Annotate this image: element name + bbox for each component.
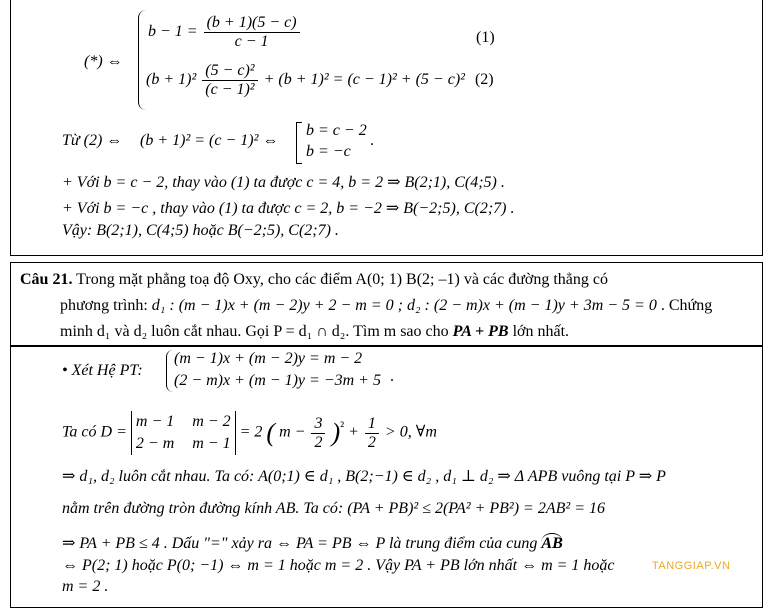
star-label: (*) ⇔ bbox=[84, 53, 123, 70]
det-plus: + bbox=[348, 423, 359, 441]
eq2-fraction bbox=[202, 62, 257, 99]
tu-2-label: Từ (2) ⇔ bbox=[62, 132, 123, 149]
question-text-2a: phương trình: bbox=[60, 297, 148, 314]
case-2-line: + Với b = −c , thay vào (1) ta được c = 2, b = −2 ⇒ B(−2;5), C(2;7) . bbox=[62, 200, 515, 217]
eq2-part-b: + (b + 1)² = (c − 1)² + (5 − c)² bbox=[263, 71, 465, 89]
question-line-1 bbox=[20, 271, 608, 289]
det-r1c1: m − 1 bbox=[135, 413, 175, 430]
case-b-minus-c: b = −c bbox=[306, 143, 351, 160]
eq1-fraction bbox=[204, 14, 300, 51]
conclusion-line: Vậy: B(2;1), C(4;5) hoặc B(−2;5), C(2;7) . bbox=[62, 222, 339, 239]
solution-line-d1: ⇒ d₁, d₂ luôn cắt nhau. Ta có: A(0;1) ∈ d₁ , B(2;−1) ∈ d₂ , d₁ ⊥ d₂ ⇒ Δ APB vuông tại P ⇒ P bbox=[62, 468, 666, 485]
det-r2c2: m − 1 bbox=[192, 435, 231, 452]
frac3-den: 2 bbox=[311, 433, 325, 452]
system-equation-1: (m − 1)x + (m − 2)y = m − 2 bbox=[174, 350, 363, 367]
determinant-matrix bbox=[131, 411, 236, 455]
det-square: ² bbox=[340, 418, 345, 434]
eq1-denominator: c − 1 bbox=[204, 32, 300, 51]
eq2-denominator: (c − 1)² bbox=[202, 80, 257, 99]
system-end: . bbox=[390, 368, 394, 385]
eq1-lhs: b − 1 = bbox=[148, 23, 198, 41]
equation-2 bbox=[146, 62, 494, 99]
question-label: Câu 21. bbox=[20, 271, 73, 288]
solution-line-d3-text: ⇒ PA + PB ≤ 4 . Dấu "=" xảy ra ⇔ PA = PB ⇔ P là trung điểm của cung bbox=[62, 535, 538, 552]
watermark-tanggiap: TANGGIAP.VN bbox=[652, 560, 731, 572]
eq2-numerator: (5 − c)² bbox=[205, 62, 255, 79]
fraction-one-half bbox=[365, 415, 379, 452]
frac1-den: 2 bbox=[365, 433, 379, 452]
question-line-3 bbox=[60, 323, 569, 341]
question-text-2b: . Chứng bbox=[660, 297, 713, 314]
det-r2c1: 2 − m bbox=[135, 435, 175, 452]
det-tail: > 0, ∀m bbox=[384, 423, 437, 441]
arc-ab: AB bbox=[541, 535, 563, 552]
tu-2-end: . bbox=[370, 132, 374, 149]
solution-line-d3 bbox=[62, 533, 563, 553]
case-b-c-minus-2: b = c − 2 bbox=[306, 122, 367, 139]
solution-line-d4: ⇔ P(2; 1) hoặc P(0; −1) ⇔ m = 1 hoặc m = 2 . Vậy PA + PB lớn nhất ⇔ m = 1 hoặc bbox=[62, 557, 615, 574]
det-equals: = 2 bbox=[239, 423, 263, 441]
det-inner: m − bbox=[279, 423, 306, 441]
system-label: • Xét Hệ PT: bbox=[62, 362, 143, 379]
eq2-tag: (2) bbox=[474, 71, 494, 89]
det-r1c2: m − 2 bbox=[192, 413, 231, 430]
solution-line-d2: nằm trên đường tròn đường kính AB. Ta có: (PA + PB)² ≤ 2(PA² + PB²) = 2AB² = 16 bbox=[62, 500, 605, 517]
equation-1-tag: (1) bbox=[476, 29, 495, 46]
system-equation-2: (2 − m)x + (m − 1)y = −3m + 5 bbox=[174, 372, 381, 389]
eq2-part-a: (b + 1)² bbox=[146, 71, 197, 89]
line-d1-equation: d₁ : (m − 1)x + (m − 2)y + 2 − m = 0 ; bbox=[151, 297, 403, 314]
solution-line-d5: m = 2 . bbox=[62, 578, 109, 595]
frac1-num: 1 bbox=[367, 414, 376, 432]
case-1-line: + Với b = c − 2, thay vào (1) ta được c = 4, b = 2 ⇒ B(2;1), C(4;5) . bbox=[62, 174, 505, 191]
question-expression: PA + PB bbox=[452, 323, 509, 340]
determinant-line: Ta có D = m − 1 2 − m m − 2 m − 1 = 2 ( m − $\frac{3}{2}$ )$^{^2}$ + $\frac{1}{2}$ > 0, ∀m bbox=[62, 411, 437, 455]
question-line-2 bbox=[60, 297, 712, 315]
question-text-3a: minh d₁ và d₂ luôn cắt nhau. Gọi P = d₁ ∩ d₂. Tìm m sao cho bbox=[60, 323, 449, 340]
question-text-1: Trong mặt phẳng toạ độ Oxy, cho các điểm A(0; 1) B(2; –1) và các đường thẳng có bbox=[76, 271, 608, 288]
line-d2-equation: d₂ : (2 − m)x + (m − 1)y + 3m − 5 = 0 bbox=[406, 297, 657, 314]
frac3-num: 3 bbox=[314, 414, 323, 432]
det-label: Ta có D = bbox=[62, 423, 127, 441]
eq1-numerator: (b + 1)(5 − c) bbox=[206, 14, 297, 31]
case-bracket bbox=[296, 122, 302, 164]
equation-1 bbox=[148, 14, 302, 51]
system-brace bbox=[138, 10, 146, 110]
fraction-three-halves bbox=[311, 415, 325, 452]
solution-system-brace bbox=[166, 350, 173, 392]
tu-2-equation: (b + 1)² = (c − 1)² ⇔ bbox=[140, 132, 279, 149]
question-text-3b: lớn nhất. bbox=[512, 323, 570, 340]
